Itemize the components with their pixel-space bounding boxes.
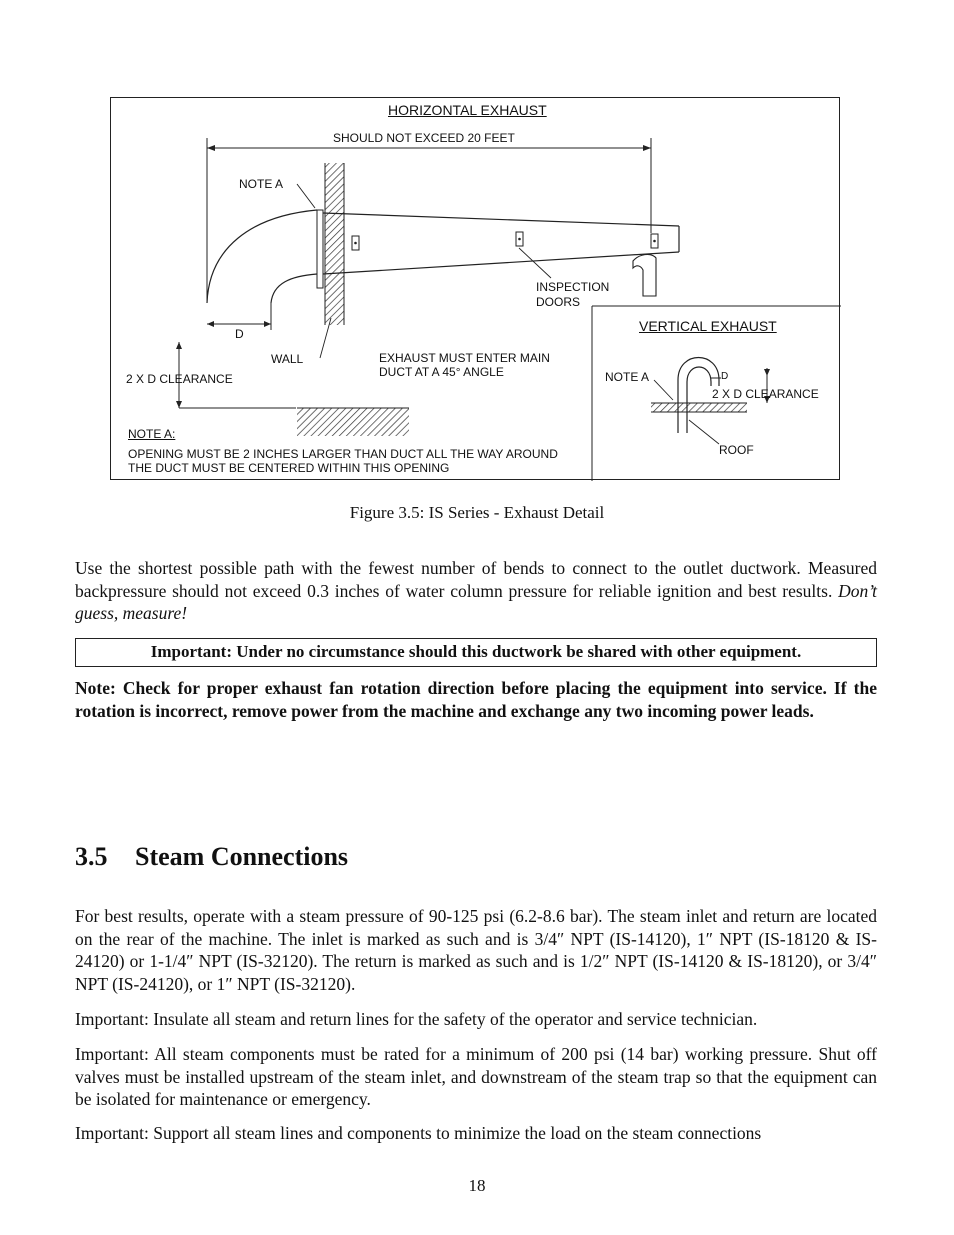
ductwork-paragraph — [75, 557, 877, 625]
rotation-note: Note: Check for proper exhaust fan rotation direction before placing the equipment into service. If the rotation is incorrect, remove power from the machine and exchange any two incoming power leads. — [75, 678, 877, 721]
figure-caption: Figure 3.5: IS Series - Exhaust Detail — [349, 503, 605, 522]
d-dimension-label: D — [235, 327, 244, 341]
rating-paragraph: Important: All steam components must be rated for a minimum of 200 psi (14 bar) working pressure. Shut off valves must be installed upstream of the steam inlet, and downstream of the steam trap so that the equipment can be isolated for maintenance or emergency. — [75, 1044, 877, 1109]
inspection-label: INSPECTION — [536, 280, 610, 294]
section-number: 3.5 — [75, 842, 108, 871]
exhaust-detail-figure — [110, 97, 840, 480]
vertical-note-a-label: NOTE A — [605, 370, 650, 384]
note-a-line-2: THE DUCT MUST BE CENTERED WITHIN THIS OPENING — [128, 461, 450, 475]
right-clearance-label: 2 X D CLEARANCE — [712, 387, 819, 401]
note-a-line-1: OPENING MUST BE 2 INCHES LARGER THAN DUCT ALL THE WAY AROUND — [128, 447, 558, 461]
exhaust-diagram — [111, 98, 841, 481]
steam-pressure-paragraph: For best results, operate with a steam pressure of 90-125 psi (6.2-8.6 bar). The steam inlet and return are located on the rear of the machine. The inlet is marked as such and is 3/4″ NPT (IS-14120), 1″ NPT (IS-18120 & IS-24120) or 1-1/4″ NPT (IS-32120). The return is marked as such and is 1/2″ NPT (IS-14120 & IS-18120), or 3/4″ NPT (IS-24120), or 1″ NPT (IS-32120). — [75, 906, 877, 994]
note-a-heading: NOTE A: — [128, 427, 176, 441]
doors-label: DOORS — [536, 295, 581, 309]
length-limit-label: SHOULD NOT EXCEED 20 FEET — [333, 131, 515, 145]
ductwork-text: Use the shortest possible path with the fewest number of bends to connect to the outlet ductwork. Measured backpressure should not exceed 0.3 inches of water column pressure for reliable ignition and best results. — [75, 558, 877, 601]
exhaust-angle-label-2: DUCT AT A 45° ANGLE — [379, 365, 504, 379]
exhaust-angle-label-1: EXHAUST MUST ENTER MAIN — [379, 351, 550, 365]
section-title: Steam Connections — [135, 842, 349, 871]
wall-label: WALL — [271, 352, 304, 366]
left-clearance-label: 2 X D CLEARANCE — [126, 372, 233, 386]
insulation-paragraph: Important: Insulate all steam and return lines for the safety of the operator and service technician. — [75, 1009, 758, 1029]
horizontal-exhaust-title: HORIZONTAL EXHAUST — [388, 102, 547, 118]
note-a-label: NOTE A — [239, 177, 284, 191]
support-paragraph: Important: Support all steam lines and components to minimize the load on the steam connections — [75, 1123, 762, 1143]
measure-emphasis: Don’t guess, measure! — [75, 580, 877, 623]
vertical-d-label: D — [721, 371, 729, 382]
important-callout-box: Important: Under no circumstance should this ductwork be shared with other equipment. — [75, 638, 877, 667]
page-number: 18 — [468, 1176, 486, 1195]
vertical-exhaust-title: VERTICAL EXHAUST — [639, 318, 777, 334]
roof-label: ROOF — [719, 443, 754, 457]
section-heading — [75, 842, 348, 872]
